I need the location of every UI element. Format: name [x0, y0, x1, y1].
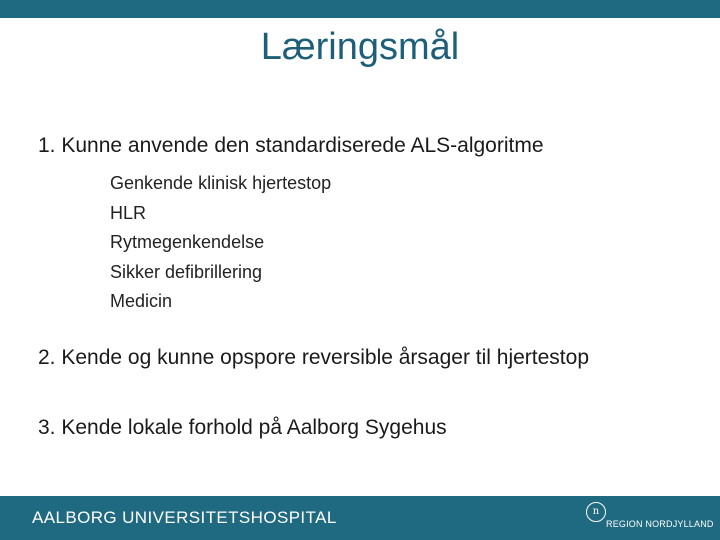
subitem-rhythm-recognition: Rytmegenkendelse [110, 232, 265, 252]
hospital-name: AALBORG UNIVERSITETSHOSPITAL [32, 508, 337, 527]
footer-bar [0, 496, 720, 540]
objective-2: 2. Kende og kunne opspore reversible årsager til hjertestop [38, 346, 590, 369]
region-name: REGION NORDJYLLAND [606, 519, 714, 529]
top-accent-bar [0, 0, 720, 18]
subitem-cpr: HLR [110, 202, 147, 223]
slide-title: Læringsmål [260, 26, 460, 68]
subitem-safe-defibrillation: Sikker defibrillering [110, 261, 263, 282]
objective-3: 3. Kende lokale forhold på Aalborg Sygehus [38, 416, 447, 439]
objective-1-subitems [110, 169, 331, 317]
region-logo [586, 500, 714, 536]
subitem-clinical-cardiac-arrest: Genkende klinisk hjertestop [110, 173, 332, 193]
subitem-medicine: Medicin [110, 291, 173, 311]
region-emblem-icon: n [586, 502, 606, 522]
objective-1: 1. Kunne anvende den standardiserede ALS-algoritme [38, 134, 544, 157]
